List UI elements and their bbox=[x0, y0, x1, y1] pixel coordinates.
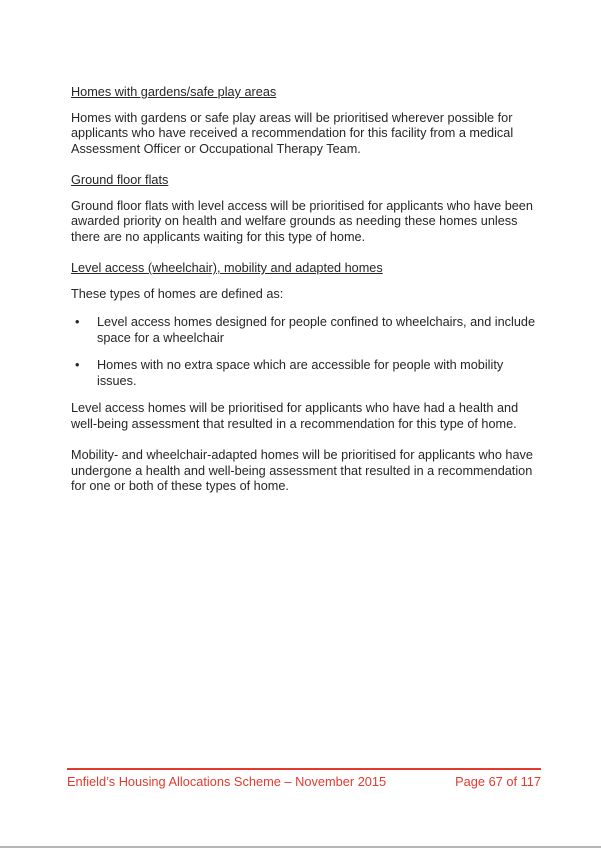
paragraph-level-access-priority: Level access homes will be prioritised for applicants who have had a health and well-being assessment that resulted in a recommendation for this type of home. bbox=[71, 401, 519, 431]
bullet-list bbox=[71, 315, 544, 389]
bullet-text-mobility: Homes with no extra space which are accessible for people with mobility issues. bbox=[97, 358, 504, 388]
footer-divider bbox=[67, 768, 541, 770]
list-item bbox=[71, 315, 544, 346]
paragraph-level-access-intro: These types of homes are defined as: bbox=[71, 286, 284, 301]
paragraph-mobility-adapted: Mobility- and wheelchair-adapted homes will be prioritised for applicants who have undergone a health and well-being assessment that resulted in a recommendation for one or both of these types of home. bbox=[71, 448, 533, 493]
page-footer bbox=[67, 768, 541, 789]
footer-page-number: Page 67 of 117 bbox=[455, 774, 541, 789]
list-item bbox=[71, 358, 544, 389]
paragraph-gardens: Homes with gardens or safe play areas will be prioritised wherever possible for applicants who have received a recommendation for this facility from a medical Assessment Officer or Occupational Therapy Team. bbox=[71, 110, 514, 156]
bullet-text-wheelchair: Level access homes designed for people confined to wheelchairs, and include space for a wheelchair bbox=[97, 315, 535, 345]
section-heading-gardens: Homes with gardens/safe play areas bbox=[71, 85, 277, 99]
document-content bbox=[71, 85, 544, 511]
bullet-icon: • bbox=[75, 315, 80, 329]
paragraph-ground-floor: Ground floor flats with level access will be prioritised for applicants who have been awarded priority on health and welfare grounds as needing these homes unless there are no applicants waiting for this type of home. bbox=[71, 198, 533, 244]
bullet-icon: • bbox=[75, 358, 80, 372]
footer-document-title: Enfield’s Housing Allocations Scheme – November 2015 bbox=[67, 774, 387, 789]
page-bottom-edge bbox=[0, 846, 601, 848]
section-heading-level-access: Level access (wheelchair), mobility and adapted homes bbox=[71, 261, 383, 275]
section-heading-ground-floor: Ground floor flats bbox=[71, 173, 169, 187]
